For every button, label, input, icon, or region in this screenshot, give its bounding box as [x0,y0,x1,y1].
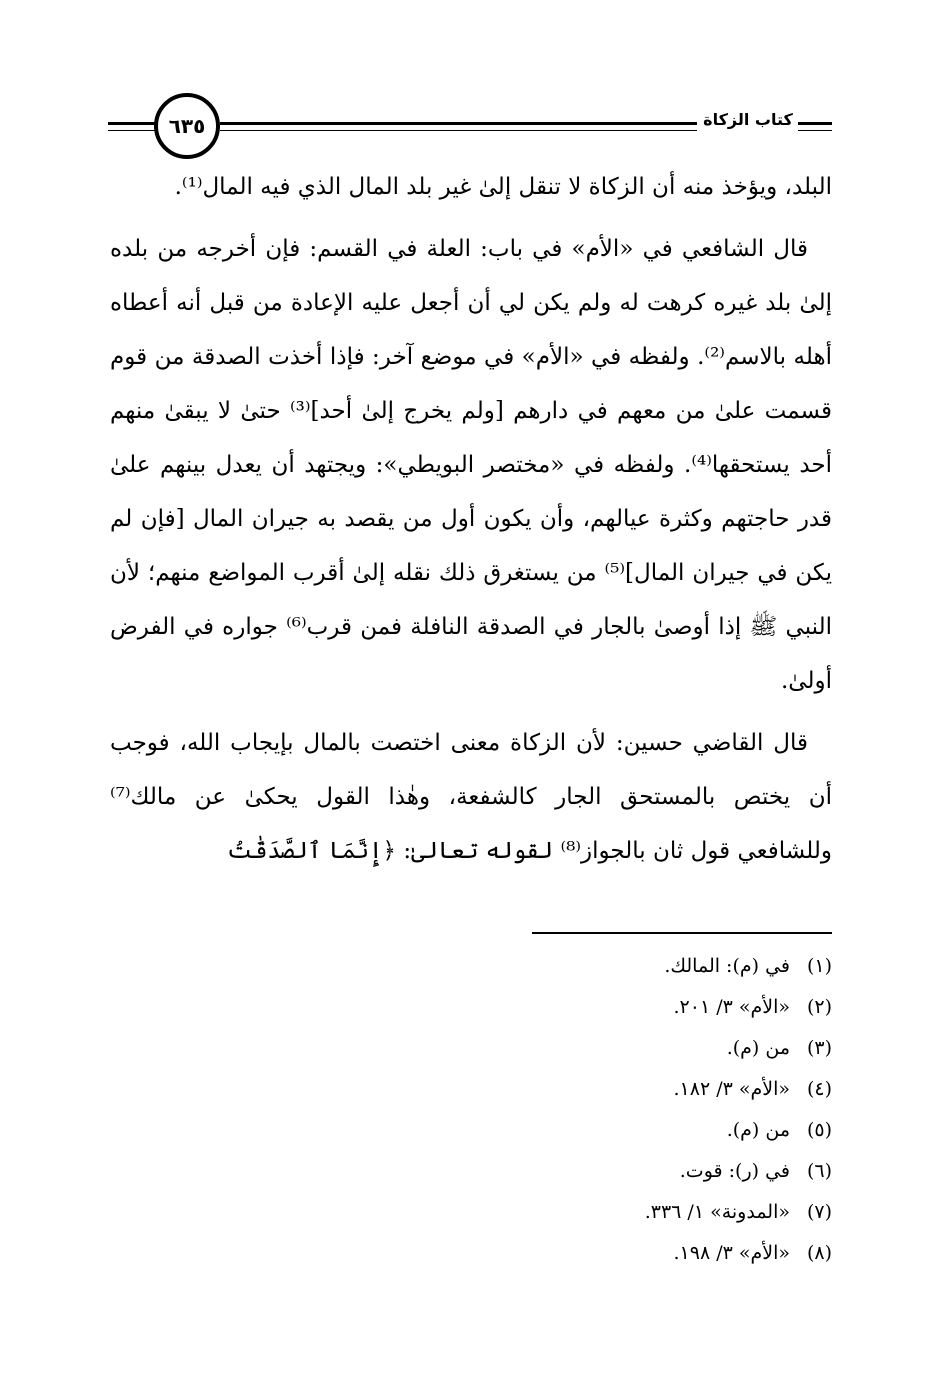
footnote-text: «الأم» ٣/ ١٩٨. [673,1242,790,1264]
page-header [108,96,832,168]
footnote-text: من (م). [726,1119,790,1141]
footnote-text: في (ر): قوت. [679,1160,790,1182]
footnote-number: (٢) [806,996,832,1018]
footnote-item [360,1233,832,1274]
header-rule-left-thin [108,130,156,131]
footnote-number: (٧) [806,1201,832,1223]
footnote-item [360,946,832,987]
footnote-item [360,987,832,1028]
footnote-number: (٤) [806,1078,832,1100]
header-rule-middle [220,122,697,125]
footnote-number: (٣) [806,1037,832,1059]
footnote-text: «المدونة» ١/ ٣٣٦. [644,1201,790,1223]
footnote-item [360,1110,832,1151]
footnote-number: (٥) [806,1119,832,1141]
footnote-number: (١) [806,955,832,977]
paragraph: قال الشافعي في «الأم» في باب: العلة في القسم: فإن أخرجه من بلده إلىٰ بلد غيره كرهت له ولم يكن لي أن أجعل عليه الإعادة من قبل أنه أعطاه أهله بالاسم⁽²⁾. ولفظه في «الأم» في موضع آخر: فإذا أخذت الصدقة من قوم قسمت علىٰ من معهم في دارهم [ولم يخرج إلىٰ أحد]⁽³⁾ حتىٰ لا يبقىٰ منهم أحد يستحقها⁽⁴⁾. ولفظه في «مختصر البويطي»: ويجتهد أن يعدل بينهم علىٰ قدر حاجتهم وكثرة عيالهم، وأن يكون أول من يقصد به جيران المال [فإن لم يكن في جيران المال]⁽⁵⁾ من يستغرق ذلك نقله إلىٰ أقرب المواضع منهم؛ لأن النبي ﷺ إذا أوصىٰ بالجار في الصدقة النافلة فمن قرب⁽⁶⁾ جواره في الفرض أولىٰ. [110,236,833,694]
footnote-item [360,1069,832,1110]
footnote-item [360,1192,832,1233]
paragraph: قال القاضي حسين: لأن الزكاة معنى اختصت بالمال بإيجاب الله، فوجب أن يختص بالمستحق الجار كالشفعة، وهٰذا القول يحكىٰ عن مالك⁽⁷⁾ وللشافعي قول ثان بالجواز⁽⁸⁾ لقوله تعالىٰ: ﴿إِنَّمَا ٱلصَّدَقَٰتُ [110,730,832,864]
footnote-item [360,1028,832,1069]
main-text [110,160,832,886]
footnote-text: من (م). [726,1037,790,1059]
footnote-text: «الأم» ٣/ ٢٠١. [673,996,790,1018]
page-number: ٦٣٥ [168,114,206,138]
footnote-text: «الأم» ٣/ ١٨٢. [673,1078,790,1100]
header-rule-left [108,122,156,125]
paragraph: البلد، ويؤخذ منه أن الزكاة لا تنقل إلىٰ غير بلد المال الذي فيه المال⁽¹⁾. [174,174,832,200]
header-rule-right-thin [798,130,832,131]
chapter-title: كتاب الزكاة [703,110,793,129]
page-number-badge [154,93,220,159]
footnote-item [360,1151,832,1192]
header-rule-middle-thin [220,130,697,131]
footnote-number: (٨) [806,1242,832,1264]
footnote-separator [532,932,832,934]
footnote-number: (٦) [806,1160,832,1182]
footnotes [360,946,832,1274]
footnote-text: في (م): المالك. [664,955,790,977]
header-rule-right [798,122,832,125]
